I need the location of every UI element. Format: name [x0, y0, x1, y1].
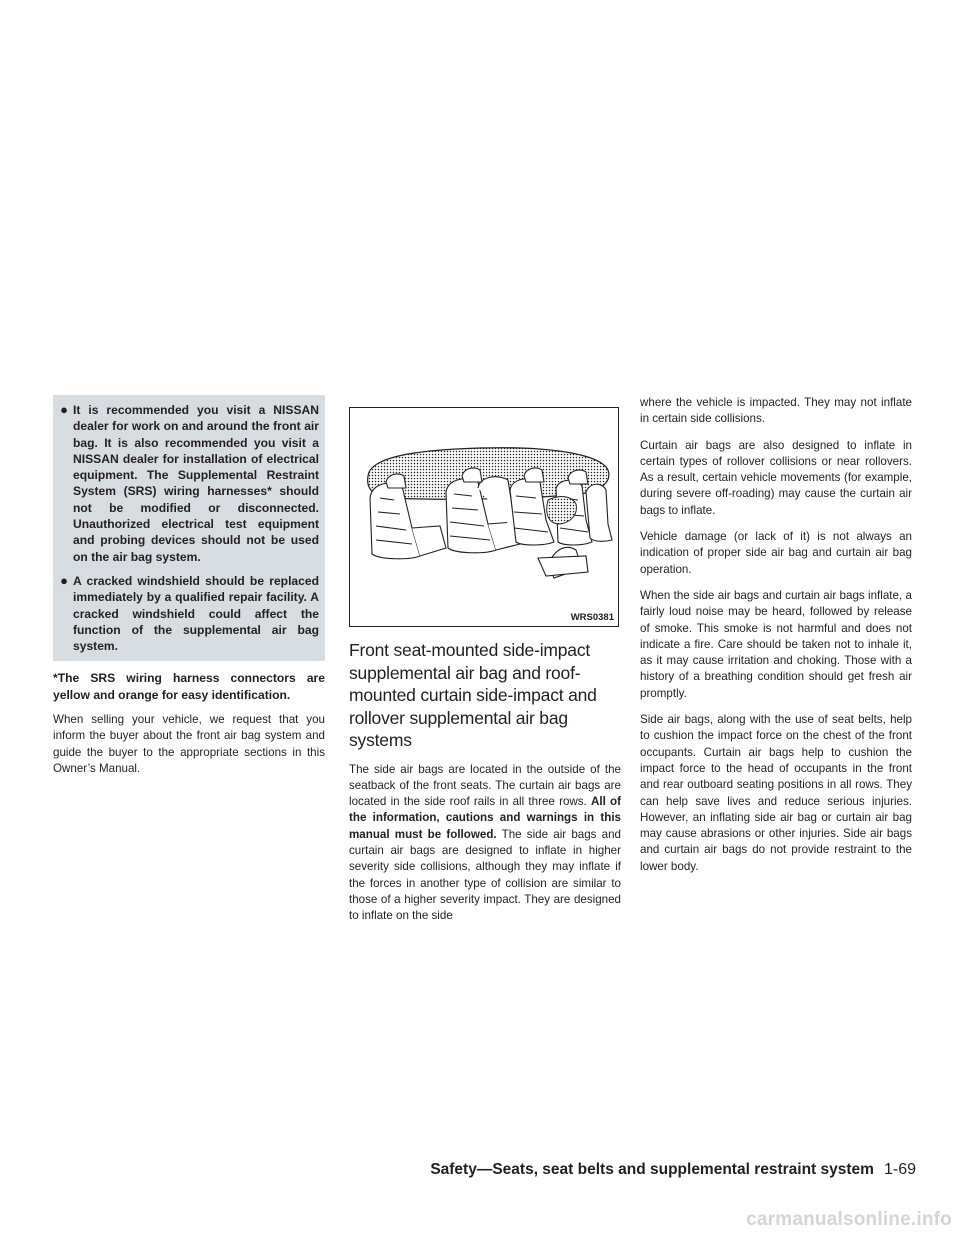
- figure-label: WRS0381: [570, 612, 614, 623]
- srs-note: *The SRS wiring harness connectors are yellow and orange for easy identification.: [53, 671, 325, 702]
- page-footer: [0, 1161, 916, 1179]
- body-paragraph: Curtain air bags are also designed to inflate in certain types of rollover collisions or near rollovers. As a result, certain vehicle movements (for example, during severe off-roading) may cause the curtain air bags to inflate.: [640, 438, 912, 517]
- bullet-icon: ●: [60, 402, 68, 417]
- airbag-figure: [349, 407, 619, 627]
- warning-item: [55, 402, 319, 565]
- paragraph-text: The side air bags and curtain air bags are designed to inflate in higher severity side collisions, although they may inflate if the forces in another type of collision are similar to those of a higher severity impact. They are designed to inflate on the side: [349, 827, 622, 923]
- warning-box: [53, 395, 325, 661]
- body-paragraph: When the side air bags and curtain air bags inflate, a fairly loud noise may be heard, followed by release of smoke. This smoke is not harmful and does not indicate a fire. Care should be taken not to inhale it, as it may cause irritation and choking. Those with a history of a breathing condition should get fresh air promptly.: [640, 588, 912, 700]
- bold-warning-text: All of the information, cautions and warnings in this manual must be followed.: [349, 795, 621, 841]
- middle-column: [349, 395, 621, 934]
- page-number: 1-69: [883, 1161, 916, 1178]
- body-paragraph: Vehicle damage (or lack of it) is not always an indication of proper side air bag and curtain air bag operation.: [640, 530, 912, 576]
- left-column: [53, 395, 325, 787]
- right-column: [640, 395, 912, 885]
- warning-text: It is recommended you visit a NISSAN dealer for work on and around the front air bag. It is also recommended you visit a NISSAN dealer for installation of electrical equipment. The Supplemental Restraint System (SRS) wiring harnesses* should not be modified or disconnected. Unauthorized electrical test equipment and probing devices should not be used on the air bag system.: [73, 403, 319, 564]
- bullet-icon: ●: [60, 572, 68, 588]
- body-paragraph: Side air bags, along with the use of seat belts, help to cushion the impact force on the chest of the front occupants. Curtain air bags help to cushion the impact force to the head of occupants in the front and rear outboard seating positions in all rows. They can help save lives and reduce serious injuries. However, an inflating side air bag or curtain air bag may cause abrasions or other injuries. Side air bags and curtain air bags do not provide restraint to the lower body.: [640, 713, 912, 873]
- side-curtain-air-bag-illustration-icon: [350, 408, 618, 626]
- side-airbag-paragraph: [349, 762, 621, 925]
- section-title: Front seat-mounted side-impact supplemental air bag and roof-mounted curtain side-impact and rollover supplemental air bag systems: [349, 640, 597, 750]
- warning-text: A cracked windshield should be replaced immediately by a qualified repair facility. A cracked windshield could affect the function of the supplemental air bag system.: [73, 573, 319, 654]
- watermark: carmanualsonline.info: [746, 1209, 952, 1230]
- warning-item: [55, 573, 319, 654]
- side-airbag-paragraph-continued: where the vehicle is impacted. They may not inflate in certain side collisions.: [640, 396, 912, 426]
- paragraph-text: The side air bags are located in the outside of the seatback of the front seats. The curtain air bags are located in the side roof rails in all three rows.: [349, 762, 621, 809]
- footer-title: Safety—Seats, seat belts and supplemental restraint system: [430, 1161, 874, 1178]
- selling-paragraph: When selling your vehicle, we request that you inform the buyer about the front air bag system and guide the buyer to the appropriate sections in this Owner’s Manual.: [53, 713, 325, 775]
